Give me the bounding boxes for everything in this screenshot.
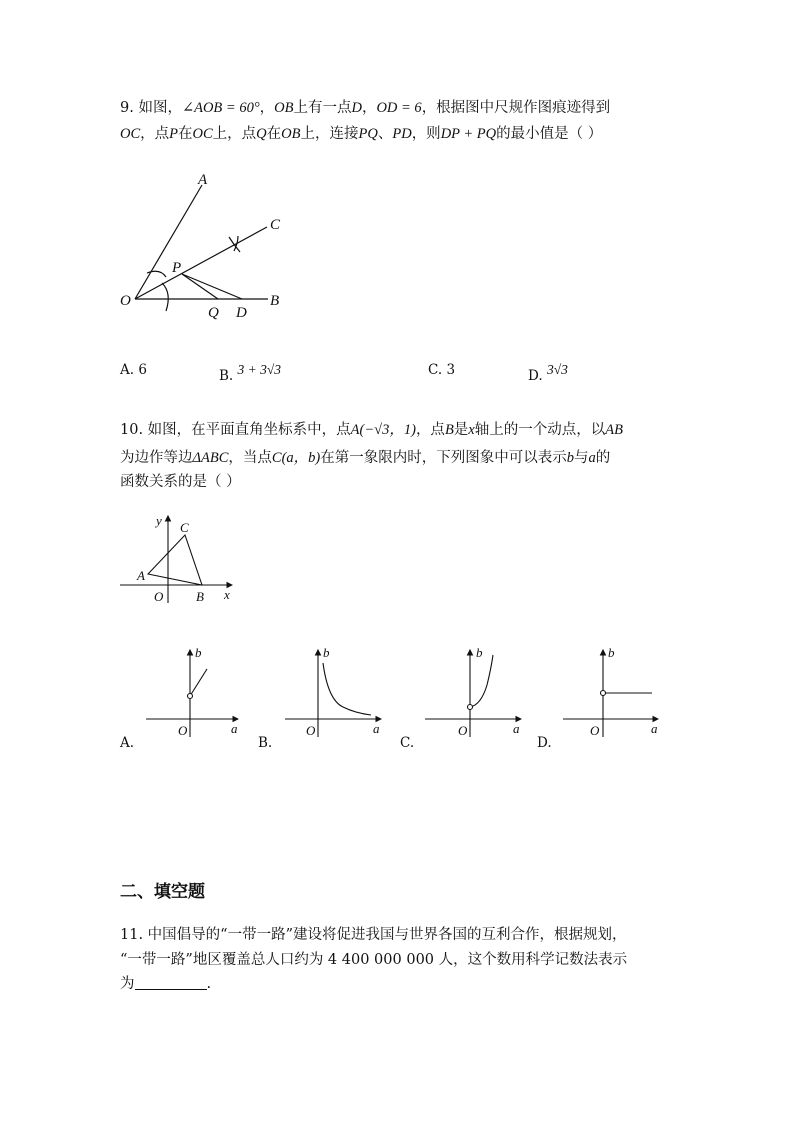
triangle-abc: [148, 535, 202, 585]
q9-option-b[interactable]: B. 3 + 3√3: [219, 362, 282, 384]
q11-number: 11.: [120, 927, 144, 943]
q9-option-d[interactable]: D. 3√3: [528, 362, 568, 384]
q9-option-c[interactable]: C. 3: [428, 362, 456, 378]
q10-point-c: C(a，b): [271, 450, 321, 466]
q9-option-a[interactable]: A. 6: [120, 362, 147, 378]
q10-option-b-label[interactable]: B.: [258, 735, 273, 751]
q10-option-d-label[interactable]: D.: [537, 735, 552, 751]
q10-graph-a[interactable]: [143, 645, 243, 740]
q10-number: 10.: [120, 422, 144, 438]
q10-stem-line2: 为边作等边ΔABC，当点C(a，b)在第一象限内时，下列图象中可以表示b与a的: [120, 450, 611, 466]
label-b: B: [270, 293, 280, 309]
ray-oc: [135, 227, 267, 299]
label-b: B: [196, 589, 204, 604]
label-c: C: [180, 520, 189, 535]
q10-graph-c[interactable]: [423, 645, 528, 740]
q9-sum-expr: DP + PQ: [440, 126, 497, 142]
label-a: A: [198, 172, 208, 188]
q10-option-c-label[interactable]: C.: [400, 735, 415, 751]
q10-figure: [118, 508, 243, 608]
q11-stem-line3: 为 .: [120, 976, 212, 992]
q9-angle-expr: ∠AOB = 60°: [181, 100, 260, 116]
q10-graph-b[interactable]: [283, 645, 388, 740]
label-o: O: [120, 293, 131, 309]
graph-a-label-b: b: [195, 645, 202, 660]
graph-b-curve: [323, 663, 371, 715]
q11-stem-line2: “一带一路”地区覆盖总人口约为 4 400 000 000 人，这个数用科学记数法表示: [120, 952, 628, 968]
q10-option-a-label[interactable]: A.: [120, 735, 135, 751]
q10-stem-line1: 10. 如图，在平面直角坐标系中，点A(−√3，1)，点B是x轴上的一个动点，以AB: [120, 422, 623, 438]
graph-b-label-o: O: [306, 723, 316, 738]
q10-point-a: A(−√3，1): [350, 422, 416, 438]
q10-stem-line3: 函数关系的是（ ）: [120, 474, 241, 490]
graph-c-curve: [470, 655, 493, 707]
graph-c-label-o: O: [458, 723, 468, 738]
ray-oa: [135, 185, 202, 299]
q9-stem-line2: OC，点P在OC上，点Q在OB上，连接PQ、PD，则DP + PQ的最小值是（ ）: [120, 126, 603, 142]
q11-stem-line1: 11. 中国倡导的“一带一路”建设将促进我国与世界各国的互利合作，根据规划，: [120, 927, 627, 943]
label-a: A: [137, 568, 145, 583]
q9-od-expr: OD = 6: [376, 100, 422, 116]
graph-c-label-b: b: [476, 645, 483, 660]
graph-a-label-o: O: [178, 723, 188, 738]
label-c: C: [270, 217, 281, 233]
q9-number: 9.: [120, 100, 134, 116]
graph-a-label-a: a: [231, 721, 238, 736]
graph-b-label-a: a: [373, 721, 380, 736]
label-q: Q: [208, 305, 219, 321]
graph-d-label-o: O: [590, 723, 600, 738]
section-title-fill-in: 二、填空题: [120, 882, 205, 902]
q9-stem-line1: 9. 如图，∠AOB = 60°，OB上有一点D，OD = 6，根据图中尺规作图痕迹得到: [120, 100, 611, 116]
graph-a-open-point: [188, 694, 193, 699]
label-o: O: [154, 589, 164, 604]
q11-answer-blank[interactable]: [135, 975, 207, 990]
graph-b-label-b: b: [323, 645, 330, 660]
q9-figure: [110, 165, 300, 325]
graph-c-open-point: [468, 705, 473, 710]
graph-d-label-b: b: [608, 645, 615, 660]
label-p: P: [172, 260, 182, 276]
label-d: D: [236, 305, 247, 321]
label-y: y: [156, 513, 162, 528]
arc-compass-2: [162, 283, 168, 311]
label-x: x: [224, 587, 230, 602]
graph-c-label-a: a: [513, 721, 520, 736]
graph-d-open-point: [601, 691, 606, 696]
graph-a-curve: [190, 669, 207, 696]
q10-graph-d[interactable]: [561, 645, 666, 740]
graph-d-label-a: a: [651, 721, 658, 736]
